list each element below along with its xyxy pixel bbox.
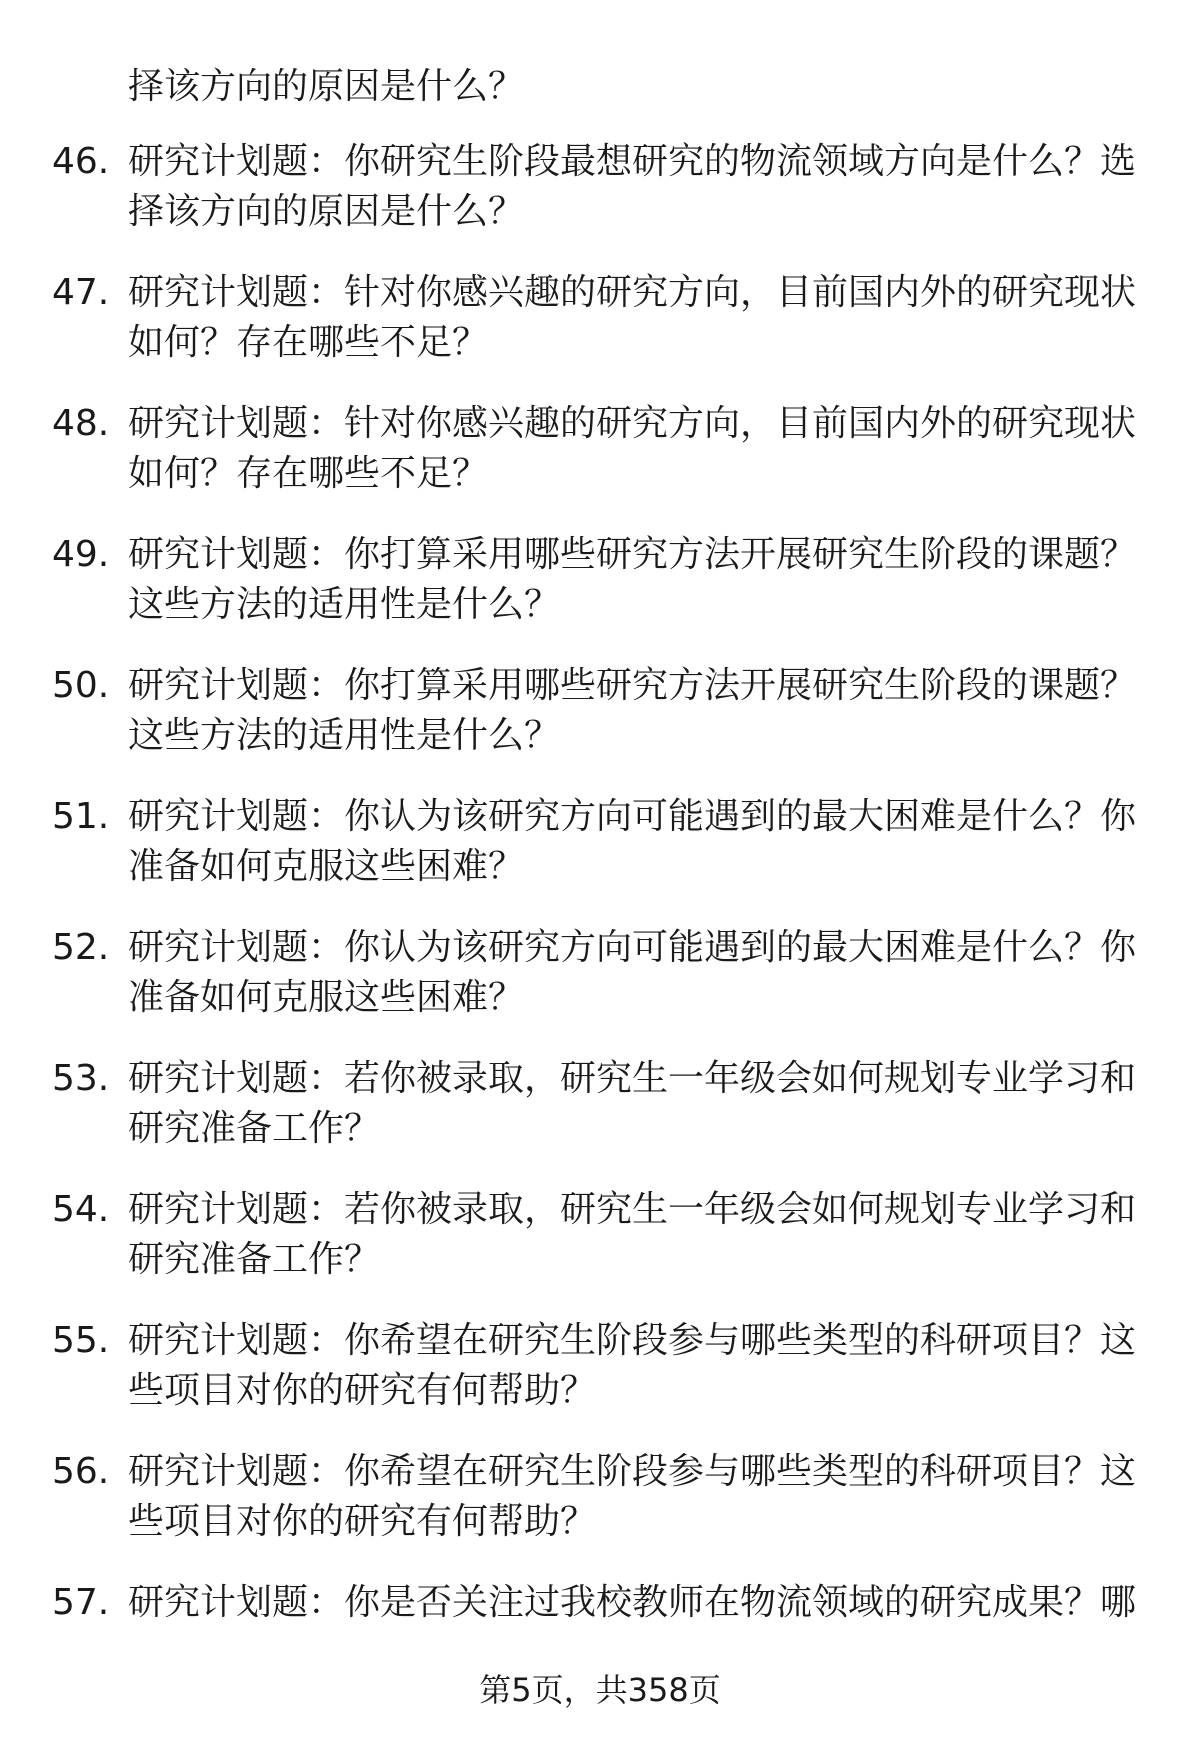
continuation-text: 择该方向的原因是什么？ xyxy=(128,66,525,107)
question-item xyxy=(0,530,1200,661)
question-text: 研究计划题：你认为该研究方向可能遇到的最大困难是什么？你准备如何克服这些困难？ xyxy=(128,927,1137,1018)
question-number: 55. xyxy=(52,1320,110,1361)
question-number: 48. xyxy=(52,403,110,444)
question-text: 研究计划题：你打算采用哪些研究方法开展研究生阶段的课题？这些方法的适用性是什么？ xyxy=(128,534,1137,625)
question-text: 研究计划题：你研究生阶段最想研究的物流领域方向是什么？选择该方向的原因是什么？ xyxy=(128,141,1137,232)
question-item xyxy=(0,1447,1200,1578)
question-number: 46. xyxy=(52,141,110,182)
page-number-footer: 第5页，共358页 xyxy=(479,1671,721,1709)
question-text: 研究计划题：你打算采用哪些研究方法开展研究生阶段的课题？这些方法的适用性是什么？ xyxy=(128,665,1137,756)
question-item xyxy=(0,137,1200,268)
question-item xyxy=(0,268,1200,399)
question-list xyxy=(0,137,1200,1709)
question-number: 52. xyxy=(52,927,110,968)
question-text: 研究计划题：你认为该研究方向可能遇到的最大困难是什么？你准备如何克服这些困难？ xyxy=(128,796,1137,887)
question-text: 研究计划题：你是否关注过我校教师在物流领域的研究成果？哪 xyxy=(128,1582,1137,1623)
question-item xyxy=(0,1054,1200,1185)
question-text: 研究计划题：针对你感兴趣的研究方向，目前国内外的研究现状如何？存在哪些不足？ xyxy=(128,272,1137,363)
question-number: 47. xyxy=(52,272,110,313)
question-number: 50. xyxy=(52,665,110,706)
question-item xyxy=(0,923,1200,1054)
question-text: 研究计划题：你希望在研究生阶段参与哪些类型的科研项目？这些项目对你的研究有何帮助？ xyxy=(128,1320,1137,1411)
question-text: 研究计划题：若你被录取，研究生一年级会如何规划专业学习和研究准备工作？ xyxy=(128,1189,1137,1280)
question-item xyxy=(0,1185,1200,1316)
question-number: 57. xyxy=(52,1582,110,1623)
question-item xyxy=(0,661,1200,792)
question-item xyxy=(0,399,1200,530)
question-text: 研究计划题：你希望在研究生阶段参与哪些类型的科研项目？这些项目对你的研究有何帮助？ xyxy=(128,1451,1137,1542)
question-item xyxy=(0,792,1200,923)
question-number: 51. xyxy=(52,796,110,837)
question-text: 研究计划题：针对你感兴趣的研究方向，目前国内外的研究现状如何？存在哪些不足？ xyxy=(128,403,1137,494)
question-number: 56. xyxy=(52,1451,110,1492)
question-number: 54. xyxy=(52,1189,110,1230)
question-number: 49. xyxy=(52,534,110,575)
question-number: 53. xyxy=(52,1058,110,1099)
question-text: 研究计划题：若你被录取，研究生一年级会如何规划专业学习和研究准备工作？ xyxy=(128,1058,1137,1149)
question-item xyxy=(0,1316,1200,1447)
